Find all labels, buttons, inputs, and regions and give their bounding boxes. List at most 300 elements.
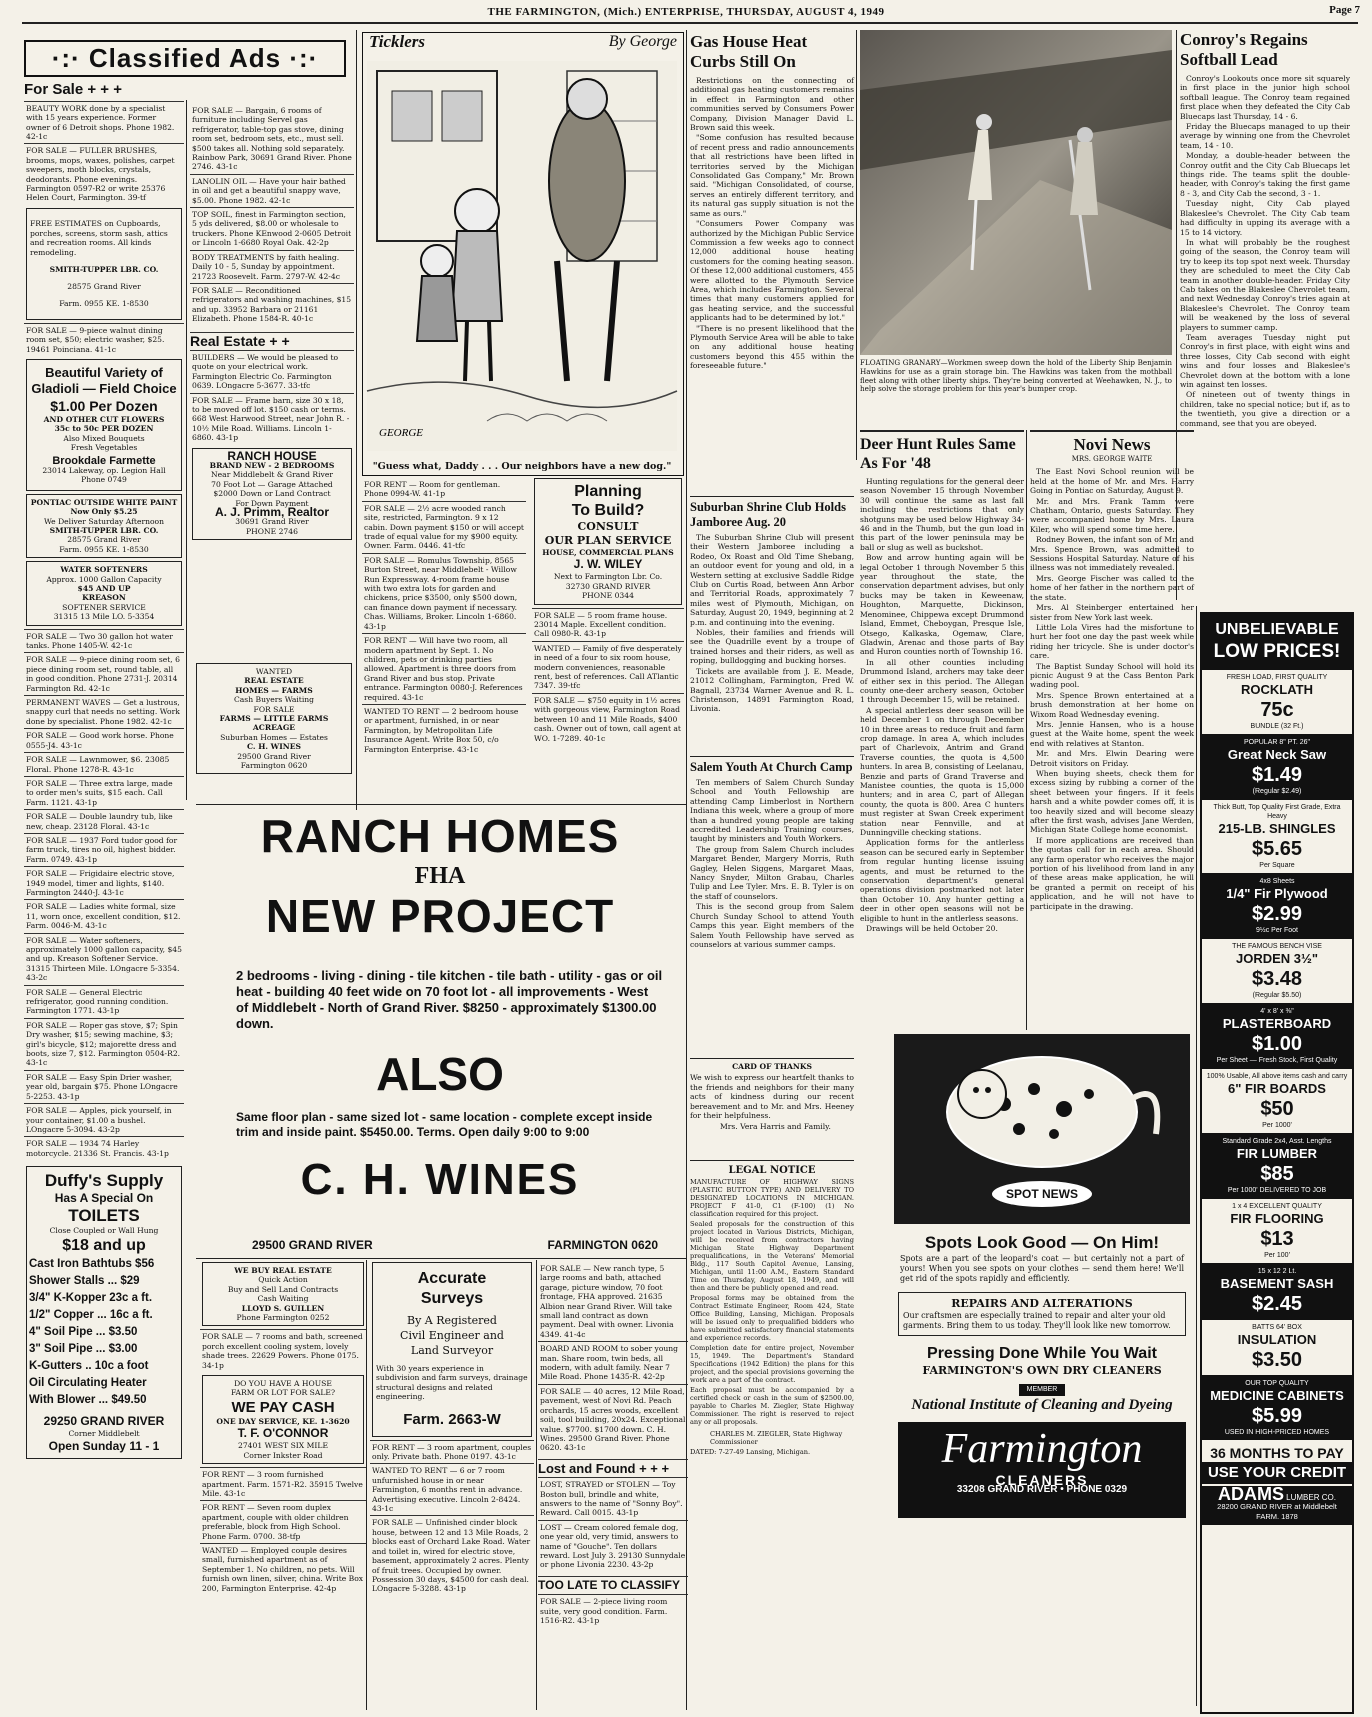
surveys-l6: With 30 years experience in subdivision and farm surveys, drainage structural designs and related engineering. xyxy=(376,1364,528,1402)
pontiac-paint-ad xyxy=(26,494,182,558)
lost-found-heading: Lost and Found + + + xyxy=(538,1459,688,1473)
ranch-l2: BRAND NEW - 2 BEDROOMS xyxy=(209,461,335,470)
planning-l8: 32730 GRAND RIVER xyxy=(565,581,651,591)
wre-l5: FOR SALE xyxy=(253,704,295,714)
classified-ad: FOR SALE — FULLER BRUSHES, brooms, mops, waxes, polishes, carpet sweepers, moth blocks, crystals, deodorants. Phone evenings. Farmington 0597-R2 or write 25376 Helen Court, Farmington. 39-tf xyxy=(24,143,184,204)
conroy-p: Monday, a double-header between the Conroy outfit and the City Cab Bluecaps let things ride. The teams split the double-header, with Conroy's taking the first game 8 - 3, and City Cab the second, 3 - 1. xyxy=(1180,151,1350,198)
classified-ad: FOR SALE — $750 equity in 1½ acres with gorgeous view, Farmington Road between 10 and 11 Mile Roads, $400 cash. Owner out of town, call agent at WO. 1-7289. 40-1c xyxy=(532,693,684,745)
deer-p: In all other counties including Drummond Island, archers may take deer of either sex in this period. The Allegan county one-deer archery season, October 1 through December 15, will be retained. xyxy=(860,657,1024,705)
we-pay-cash-ad xyxy=(202,1375,364,1464)
wre-l11: Farmington 0620 xyxy=(240,761,308,771)
ranch-homes-also: ALSO xyxy=(376,1048,504,1100)
ranch-house-ad xyxy=(192,448,352,541)
floating-granary-photo-block xyxy=(860,30,1172,420)
adams-item-price: $50 xyxy=(1260,1098,1294,1120)
adams-item-unit: (Regular $5.50) xyxy=(1252,992,1302,999)
classified-ad: FOR SALE — 2-piece living room suite, very good condition. Farm. 1516-R2. 43-1p xyxy=(538,1594,688,1627)
surveys-l5: Land Surveyor xyxy=(410,1344,494,1357)
ticklers-byline: By George xyxy=(608,33,677,50)
duffy-item: 3/4" K-Kopper 23c a ft. xyxy=(29,1291,153,1304)
adams-item xyxy=(1202,1068,1352,1133)
legal-p: Each proposal must be accompanied by a certified check or cash in the sum of $2500.00, payable to Charles M. Ziegler, State Highway Commissioner. The right is reserved to reject any or all proposals. xyxy=(690,1386,854,1426)
farmington-cleaners-ad xyxy=(894,1034,1190,1710)
duffy-supply-ad xyxy=(26,1166,182,1459)
planning-l9: PHONE 0344 xyxy=(582,591,634,601)
novi-p: Mrs. Spence Brown entertained at a brush demonstration at her home on Wixom Road Wednesday evening. xyxy=(1030,690,1194,719)
wre-l1: WANTED xyxy=(255,667,293,676)
adams-footer xyxy=(1202,1486,1352,1525)
duffy-l1: Duffy's Supply xyxy=(44,1171,164,1191)
adams-item-name: 6" FIR BOARDS xyxy=(1228,1081,1326,1096)
planning-l7: Next to Farmington Lbr. Co. xyxy=(553,572,663,582)
cash-l7: Corner Inkster Road xyxy=(243,1450,323,1460)
deer-p: Bow and arrow hunting again will be legal October 1 through November 5 this year throughout the state, the conservation department advises, but only bucks may be taken in Keweenaw, Houghton, Marquette, Dickinson, Menominee, Chippewa except Drummond Island, Emmet, Cheboygan, Presque Isle, Otsego, Kalkaska, Ogemaw, Clare, Gladwin, Arenac and those parts of Bay and Huron counties north of Township 16. xyxy=(860,553,1025,657)
legal-title: LEGAL NOTICE xyxy=(728,1165,816,1176)
classified-ad: FOR RENT — Seven room duplex apartment, couple with older children preferable, block from High School. Phone Farm. 0700. 38-tfp xyxy=(200,1500,366,1543)
classified-ad: FOR SALE — 7 rooms and bath, screened porch excellent cooling system, lovely shade trees. 22629 Powers. Phone 0175. 34-1p xyxy=(200,1329,366,1372)
planning-l4: OUR PLAN SERVICE xyxy=(544,534,672,547)
cleaners-addr: 33208 GRAND RIVER • PHONE 0329 xyxy=(956,1484,1128,1496)
pontiac-l5: Farm. 0955 KE. 1-8530 xyxy=(59,544,149,554)
adams-item-sub: OUR TOP QUALITY xyxy=(1245,1380,1309,1387)
adams-header xyxy=(1202,614,1352,669)
adams-lumber-ad xyxy=(1200,612,1354,1714)
classified-title-text: Classified Ads xyxy=(88,43,282,73)
classified-list-1b xyxy=(24,629,184,1161)
adams-item xyxy=(1202,1198,1352,1263)
ranch-homes-desc2: Same floor plan - same sized lot - same location - complete except inside trim and inside paint. $5450.00. Terms. Open daily 9:00 to 9:00 xyxy=(236,1110,653,1139)
gladioli-l10: Phone 0749 xyxy=(81,475,127,485)
real-estate-heading: Real Estate + + xyxy=(190,332,354,346)
duffy-item: Cast Iron Bathtubs $56 xyxy=(29,1257,155,1270)
shrine-p: Tickets are available from J. E. Meade, 21012 Collingham, Farmington, Fred W. Bagnall, 23734 Warner Avenue and R. L. Christenson, 14891 Farmington Road, Livonia. xyxy=(690,666,854,714)
free-est-firm: SMITH-TUPPER LBR. CO. xyxy=(49,264,159,274)
duffy-item: With Blower ... $49.50 xyxy=(29,1393,147,1406)
gladioli-l4: AND OTHER CUT FLOWERS xyxy=(43,414,165,424)
novi-article xyxy=(1030,430,1194,1035)
leopard-illustration xyxy=(894,1034,1190,1224)
spot-news-emblem: SPOT NEWS xyxy=(1005,1187,1079,1201)
cash-l5: T. F. O'CONNOR xyxy=(237,1426,329,1441)
classified-col-4 xyxy=(532,478,684,808)
cash-l2: FARM OR LOT FOR SALE? xyxy=(230,1388,336,1398)
deer-p: Hunting regulations for the general deer season November 15 through November 30 will continue the same as last fall including the restrictions that only shotguns may be used below Highway 34-46 and in the Thumb, but the gun load in this part of the lower peninsula may be ball or slug as well as buckshot. xyxy=(860,477,1024,552)
adams-item-unit: (Regular $2.49) xyxy=(1252,788,1302,795)
photo-caption: FLOATING GRANARY—Workmen sweep down the hold of the Liberty Ship Benjamin Hawkins for use as a grain storage bin. The Hawkins was taken from the mothball fleet along with other liberty ships. They're being converted at Weehawken, N. J., to help solve the storage problem for this year's bumper crop. xyxy=(860,358,1172,394)
classified-ad: BODY TREATMENTS by faith healing. Daily 10 - 5, Sunday by appointment. 21723 Roosevelt. Farm. 2797-W. 42-4c xyxy=(190,250,354,283)
wre-l7: ACREAGE xyxy=(252,723,296,733)
novi-headline: Novi News xyxy=(1073,435,1151,454)
adams-item xyxy=(1202,1319,1352,1375)
adams-head1: UNBELIEVABLE xyxy=(1215,621,1339,638)
free-est-addr: 28575 Grand River xyxy=(67,281,141,291)
planning-l6: J. W. WILEY xyxy=(573,557,643,572)
free-est-title: FREE ESTIMATES on Cupboards, porches, screens, storm sash, attics and recreation rooms. All kinds remodeling. xyxy=(30,219,168,257)
classified-ad: WANTED — Family of five desperately in need of a four to six room house, modern conveniences, reasonable rent, best of references. Call ATlantic 7347. 39-tfc xyxy=(532,641,684,693)
softeners-l5: SOFTENER SERVICE xyxy=(62,602,146,612)
conroy-p: Of nineteen out of twenty things in children, take no special notice; but if, as to the twentieth, you give a direction or a command, see that you are obeyed. xyxy=(1180,390,1350,428)
adams-item xyxy=(1202,734,1352,799)
adams-head2: LOW PRICES! xyxy=(1213,641,1341,662)
softeners-l3: $45 AND UP xyxy=(77,584,131,593)
cash-l4: ONE DAY SERVICE, KE. 1-3620 xyxy=(216,1416,350,1426)
classified-ad: FOR SALE — Frigidaire electric stove, 1949 model, timer and lights, $140. Farmington 2440-J. 43-1c xyxy=(24,866,184,899)
classified-ad: FOR SALE — Three extra large, made to order men's suits, $15 each. Call Farm. 1121. 43-1p xyxy=(24,776,184,809)
duffy-addr: 29250 GRAND RIVER xyxy=(43,1413,165,1428)
adams-item-price: $2.45 xyxy=(1251,1293,1303,1315)
softeners-l1: WATER SOFTENERS xyxy=(60,565,148,575)
adams-item-price: $5.99 xyxy=(1251,1405,1303,1427)
gas-p: "Consumers Power Company was authorized by the Michigan Public Service Commission a few weeks ago to connect 12,000 additional house heating customers for the coming heating season. Of these 12,000 additional customers, 455 were allotted to the Plymouth Service Area, which includes Farmington. Several times that many customers applied for gas heating service, and the successful applicants had to be determined by lot." xyxy=(690,219,854,323)
card-of-thanks xyxy=(690,1058,854,1162)
masthead-rule xyxy=(22,22,1358,24)
ticklers-title: Ticklers xyxy=(369,32,426,51)
wre-l10: 29500 Grand River xyxy=(237,751,311,761)
classified-ad: FOR SALE — 1934 74 Harley motorcycle. 21336 St. Francis. 43-1p xyxy=(24,1136,184,1160)
legal-p: Completion date for entire project, November 15, 1949. The Department's Standard Specifications (1942 Edition) the plans for this project, and the special provisions governing the work are a part of the contract. xyxy=(690,1344,854,1384)
adams-lumber: LUMBER CO. xyxy=(1286,1493,1336,1502)
cartoon-caption: "Guess what, Daddy . . . Our neighbors have a new dog." xyxy=(372,460,672,472)
adams-item-unit: USED IN HIGH-PRICED HOMES xyxy=(1224,1429,1330,1436)
adams-item-price: $85 xyxy=(1260,1163,1294,1185)
gladioli-l3: $1.00 Per Dozen xyxy=(50,397,158,414)
novi-p: When buying sheets, check them for excess sizing by rubbing a corner of the sheet between your fingers. If it feels harsh and a white powder comes off, it is too heavily sized and will become sleazy after the first wash, advises Jane Werden, Michigan State College home economist. xyxy=(1030,769,1194,835)
classified-ad: LOST — Cream colored female dog, one year old, very timid, answers to name of "Gouche". Ten dollars reward. Lost July 3. 29130 Sunnydale or phone Livonia 2230. 43-2p xyxy=(538,1520,688,1572)
gas-p: "Some confusion has resulted because of recent press and radio announcements that all restrictions have been lifted in territories served by the Michigan Consolidated Gas Company," Mr. Brown said. "Michigan Consolidated, of course, serves an entirely different territory, and its natural gas supply situation is not the same as ours." xyxy=(690,133,854,218)
member-tag: MEMBER xyxy=(1019,1384,1066,1395)
masthead xyxy=(0,0,1372,22)
too-late-heading: TOO LATE TO CLASSIFY xyxy=(538,1576,688,1590)
ranch-homes-title: RANCH HOMES xyxy=(260,810,620,862)
webuy-l5: LLOYD S. GUILLEN xyxy=(241,1303,325,1313)
ticklers-cartoon xyxy=(362,32,684,476)
legal-notice xyxy=(690,1160,854,1716)
adams-item-unit: Per Sheet — Fresh Stock, First Quality xyxy=(1216,1057,1338,1064)
gas-p: "There is no present likelihood that the Plymouth Service Area will be able to take on any additional house heating customers beyond this 455 within the foreseeable future." xyxy=(690,323,855,371)
cartoon-drawing xyxy=(367,61,677,451)
classified-ad: FOR RENT — Will have two room, all modern apartment by Sept. 1. No children, pets or drinking parties allowed. Apartment is three doors from Grand River and bus stop. Private entrance. Farmington 0080-J. References required. 43-1c xyxy=(362,633,526,704)
free-est-phone: Farm. 0955 KE. 1-8530 xyxy=(59,298,149,308)
gladioli-l7: Fresh Vegetables xyxy=(70,443,138,453)
conroy-headline: Conroy's Regains Softball Lead xyxy=(1180,30,1308,69)
cleaners-logo xyxy=(898,1422,1186,1518)
adams-item-sub: Standard Grade 2x4, Asst. Lengths xyxy=(1222,1138,1332,1145)
softeners-l2: Approx. 1000 Gallon Capacity xyxy=(46,574,162,584)
free-estimates-ad xyxy=(26,208,182,320)
adams-item-name: INSULATION xyxy=(1237,1332,1317,1347)
novi-p: Little Lola Vires had the misfortune to hurt her foot one day the past week while riding her tricycle. She is under doctor's care. xyxy=(1030,622,1194,661)
we-buy-ad xyxy=(202,1262,364,1326)
duffy-l5: $18 and up xyxy=(62,1236,146,1254)
cash-l3: WE PAY CASH xyxy=(231,1398,335,1416)
legal-dated: DATED: 7-27-49 Lansing, Michigan. xyxy=(690,1448,811,1456)
adams-name: ADAMS xyxy=(1218,1484,1285,1504)
novi-p: Mrs. George Fischer was called to the home of her father in the northern part of the state. xyxy=(1030,573,1194,602)
bottom-col-4 xyxy=(538,1262,688,1712)
wre-l2: REAL ESTATE xyxy=(244,676,304,686)
duffy-open: Open Sunday 11 - 1 xyxy=(48,1438,160,1453)
deer-p: Drawings will be held October 20. xyxy=(866,924,998,934)
ranch-homes-desc: 2 bedrooms - living - dining - tile kitchen - tile bath - utility - gas or oil heat - building 40 feet wide on 70 foot lot - all improvements - West of Middlebelt - North of Grand River. $8250 - approximately $1300.00 down. xyxy=(236,968,663,1031)
adams-item xyxy=(1202,799,1352,873)
surveys-ad xyxy=(372,1262,532,1437)
adams-item xyxy=(1202,1375,1352,1440)
masthead-title: THE FARMINGTON, (Mich.) ENTERPRISE, THURSDAY, AUGUST 4, 1949 xyxy=(487,6,885,18)
ranch-homes-addr: 29500 GRAND RIVER xyxy=(252,1237,373,1252)
duffy-l2: Has A Special On xyxy=(54,1191,154,1206)
adams-item xyxy=(1202,1133,1352,1198)
cleaners-word: CLEANERS xyxy=(995,1471,1089,1488)
softeners-l6: 31315 13 Mile LO. 5-3354 xyxy=(53,612,155,622)
gas-headline: Gas House Heat Curbs Still On xyxy=(690,32,808,71)
adams-item xyxy=(1202,938,1352,1003)
classified-ad: FOR RENT — 3 room furnished apartment. Farm. 1571-R2. 35915 Twelve Mile. 43-1c xyxy=(200,1467,366,1500)
deer-p: A special antlerless deer season will be held December 1 on through December 10 in three areas to reduce fruit and farm crop damage. In area A, which includes part of Charlevoix, Antrim and Grand Traverse counties, the quota is 4,500 hunters. In area B, consisting of Leelanau, Benzie and parts of Grand Traverse and Manistee counties, the quota is 15,000 hunters; and in area C, part of Allegan county, the quota is 800. Area C hunters must register at Swan Creek experiment station near Fennville, and at Dunningville checking stations. xyxy=(860,705,1024,838)
own-cleaners-line: FARMINGTON'S OWN DRY CLEANERS xyxy=(922,1364,1162,1378)
repairs-body: Our craftsmen are especially trained to repair and alter your old garments. Bring them to us today. They'll look like new tomorrow. xyxy=(903,1311,1171,1331)
webuy-l2: Quick Action xyxy=(258,1275,308,1285)
classified-ad: FOR SALE — Romulus Township, 8565 Burton Street, near Middlebelt - Willow Run Expressway. 4-room frame house with two extra lots for garden and chickens, price $3500, only $500 down, can finance down payment if necessary. Chas. Williams, Broker. Lincoln 1-6860. 43-1p xyxy=(362,553,526,633)
adams-item-name: 1/4" Fir Plywood xyxy=(1226,886,1328,901)
legal-p: Sealed proposals for the construction of this project located in Various Districts, Michigan, will be received from contractors having Michigan State Highway Department prequalifications, in the Veterans' Memorial Bldg., 117 South Capitol Avenue, Lansing, Michigan, until 11:00 A.M., Eastern Standard Time on Thursday, August 18, 1949, and will then and there be publicly opened and read. xyxy=(690,1220,854,1292)
pontiac-l4: 28575 Grand River xyxy=(67,535,141,545)
adams-months: 36 MONTHS TO PAY xyxy=(1210,1445,1344,1461)
softeners-l4: KREASON xyxy=(82,593,126,603)
adams-item-price: $5.65 xyxy=(1251,838,1303,860)
classified-ad: LANOLIN OIL — Have your hair bathed in oil and get a beautiful snappy wave, $5.00. Phone 1982. 42-1c xyxy=(190,174,354,207)
for-sale-heading: For Sale + + + xyxy=(24,81,122,99)
duffy-l4: Close Coupled or Wall Hung xyxy=(49,1226,159,1236)
adams-item-name: FIR LUMBER xyxy=(1236,1146,1318,1161)
institute-block xyxy=(894,1384,1190,1413)
wre-l4: Cash Buyers Waiting xyxy=(233,695,315,705)
adams-item-sub: BATTS 64' BOX xyxy=(1252,1324,1302,1331)
classified-ad: TOP SOIL, finest in Farmington section, 5 yds delivered, $8.00 or wholesale to truckers. Phone KEnwood 2-0605 Detroit or Lincoln 1-6680 Royal Oak. 42-2p xyxy=(190,207,354,250)
classified-ad: FOR RENT — 3 room apartment, couples only. Private bath. Phone 0197. 43-1c xyxy=(370,1440,534,1464)
cleaners-brand: Farmington xyxy=(941,1425,1143,1472)
thanks-body: We wish to express our heartfelt thanks to the friends and neighbors for their many acts of kindness during our recent bereavement and to Mr. and Mrs. Heeney for their helpfulness. xyxy=(690,1073,854,1121)
adams-item-price: $1.49 xyxy=(1251,764,1303,786)
classified-ad: FOR SALE — Easy Spin Drier washer, year old, bargain $75. Phone LOngacre 5-2253. 43-1p xyxy=(24,1070,184,1103)
adams-item-price: $2.99 xyxy=(1251,903,1303,925)
wre-l8: Suburban Homes — Estates xyxy=(220,732,328,742)
adams-item-price: $3.48 xyxy=(1251,968,1303,990)
gas-p: Restrictions on the connecting of additional gas heating customers remains in effect in Farmington and other communities served by Consumers Power Company, Division Manager David L. Brown said this week. xyxy=(690,76,854,133)
bottom-col-3 xyxy=(370,1262,534,1712)
ranch-homes-wines: C. H. WINES xyxy=(300,1155,580,1204)
thanks-sign: Mrs. Vera Harris and Family. xyxy=(720,1122,831,1132)
classified-ad: WANTED — Employed couple desires small, furnished apartment as of September 1. No children, no pets. Will furnish own linen, silver, china. Write Box 200, Farmington Enterprise. 42-4p xyxy=(200,1543,366,1595)
duffy-item: Oil Circulating Heater xyxy=(29,1376,147,1389)
classified-ad: FOR SALE — General Electric refrigerator, good running condition. Farmington 1771. 43-1p xyxy=(24,985,184,1018)
adams-item-name: 215-LB. SHINGLES xyxy=(1218,821,1336,836)
water-softeners-ad xyxy=(26,561,182,625)
classified-ad: FOR SALE — Bargain, 6 rooms of furniture including Servel gas refrigerator, table-top gas stove, dining room set, bedroom sets, etc., must sell. $500 takes all. Nothing sold separately. Rainbow Park, 30691 Grand River. Phone 2746. 43-1c xyxy=(192,106,352,172)
ranch-l5: $2000 Down or Land Contract xyxy=(213,489,331,499)
granary-photo xyxy=(860,30,1172,355)
gladioli-l2: Gladioli — Field Choice xyxy=(31,380,177,396)
salem-p: The group from Salem Church includes Margaret Bender, Margery Morris, Ruth Gagley, Helen Siggens, Margaret Maas, Nancy Snyder, Milton Grabau, Charles Tulip and Lee Tyler. Mrs. E. B. Tyler is on the staff of counselors. xyxy=(690,844,854,901)
spot-body: Spots are a part of the leopard's coat — but certainly not a part of yours! When you see spots on your clothes — send them here! We'll get rid of the spots rapidly and efficiently. xyxy=(900,1254,1184,1284)
adams-item-sub: Thick Butt, Top Quality First Grade, Extra Heavy xyxy=(1213,804,1341,820)
novi-p: If more applications are received than the quotas call for in each area. Should any farm operator who receives the major portion of his livelihood from land in any of these areas make application, he will be granted a permit on receipt of his application, and he will not have to participate in the drawing. xyxy=(1030,835,1194,911)
adams-item-name: PLASTERBOARD xyxy=(1222,1016,1332,1031)
novi-p: Mr. and Mrs. Elwin Dearing were Detroit visitors on Friday. xyxy=(1030,749,1194,768)
conroy-p: Team averages Tuesday night put Conroy's in first place, with eight wins and three losses, City Cab second with eight wins and four losses and Blakeslee's Chevrolet down at the bottom with a lone win against ten losses. xyxy=(1180,332,1350,389)
adams-item xyxy=(1202,1003,1352,1068)
novi-p: Mr. and Mrs. Frank Tamm were Chatham, Ontario, guests Saturday. They were accompanied home by Mrs. Laura Kiler, who will spend some time here. xyxy=(1030,496,1194,534)
gladioli-l6: Also Mixed Bouquets xyxy=(63,433,145,443)
classified-ad: FOR SALE — Ladies white formal, size 11, worn once, excellent condition, $12. Farm. 0046-M. 43-1c xyxy=(24,899,184,932)
wanted-real-estate-wrap xyxy=(194,660,354,800)
duffy-corner: Corner Middlebelt xyxy=(68,1428,140,1438)
adams-item-list xyxy=(1202,669,1352,1440)
classified-ad: BEAUTY WORK done by a specialist with 15 years experience. Former owner of 6 Detroit shops. Phone 1982. 42-1c xyxy=(24,101,184,144)
classified-ad: FOR SALE — 5 room frame house. 23014 Maple. Excellent condition. Call 0980-R. 43-1p xyxy=(532,608,684,641)
pontiac-l3: SMITH-TUPPER LBR. CO. xyxy=(49,525,159,535)
adams-addr: 28200 GRAND RIVER at Middlebelt xyxy=(1217,1502,1337,1512)
adams-item-sub: FRESH LOAD, FIRST QUALITY xyxy=(1226,674,1328,681)
shrine-p: The Suburban Shrine Club will present their Western Jamboree including a Rodeo, Ox Roast and Old Time Shebang, an outdoor event for young and old, in a Western setting at exclusive Saddle Ridge Club on Curtis Road, between Ann Arbor and Territorial Roads, approximately 7 miles west of Plymouth, Michigan, on Saturday, August 20, 1949, beginning at 2 p.m. and continuing into the evening. xyxy=(690,533,854,627)
classified-ad: FOR SALE — Roper gas stove, $7; Spin Dry washer, $15; sewing machine, $3; girl's bicycle, $12; majorette dress and boots, size 7, $12. Farmington 0504-R2. 43-1c xyxy=(24,1018,184,1070)
gladioli-l5: 35c to 50c PER DOZEN xyxy=(54,424,154,434)
gladioli-l9: 23014 Lakeway, op. Legion Hall xyxy=(42,465,166,475)
bottom-col-2 xyxy=(200,1262,366,1712)
classified-ad: FOR SALE — Apples, pick yourself, in your container, $1.00 a bushel. LOngacre 5-3094. 43-2p xyxy=(24,1103,184,1136)
ranch-l9: PHONE 2746 xyxy=(246,526,298,536)
planning-l2: To Build? xyxy=(571,502,645,519)
deer-headline: Deer Hunt Rules Same As For '48 xyxy=(860,436,1016,472)
adams-item-sub: 100% Usable, All above items cash and carry xyxy=(1206,1073,1348,1080)
classified-title: ·:· Classified Ads ·:· xyxy=(24,40,346,77)
adams-item-unit: 9½c Per Foot xyxy=(1255,927,1299,934)
planning-l1: Planning xyxy=(574,483,642,500)
classified-ad: FOR SALE — Good work horse. Phone 0555-J4. 43-1c xyxy=(24,728,184,752)
webuy-l6: Phone Farmington 0252 xyxy=(236,1313,330,1323)
adams-credit: USE YOUR CREDIT xyxy=(1202,1462,1352,1484)
ranch-homes-phone: FARMINGTON 0620 xyxy=(547,1237,658,1252)
classified-ad: FOR SALE — 2½ acre wooded ranch site, restricted, Farmington. 9 x 12 cabin. Down payment $150 or will accept trade of equal value for my $900 equity. Owner. Farm. 0446. 41-tfc xyxy=(362,501,526,553)
pressing-line: Pressing Done While You Wait xyxy=(927,1345,1157,1363)
ranch-l8: 30691 Grand River xyxy=(235,517,309,527)
surveys-l4: Civil Engineer and xyxy=(400,1329,504,1342)
classified-ad: WANTED TO RENT — 2 bedroom house or apartment, furnished, in or near Farmington, by Metropolitan Life Insurance Agent. Write Box 50, c/o Farmington Enterprise. 43-1c xyxy=(362,704,526,756)
surveys-l2: Surveys xyxy=(420,1290,484,1307)
legal-p: Proposal forms may be obtained from the Contract Estimate Engineer, Room 424, State Office Building, Lansing, Michigan. Proposals will be issued only to prequalified bidders who have submitted satisfactory financial statements and experience records. xyxy=(690,1294,854,1342)
duffy-item: 1/2" Copper ... 16c a ft. xyxy=(29,1308,153,1321)
shrine-headline: Suburban Shrine Club Holds Jamboree Aug. 20 xyxy=(690,500,846,529)
salem-headline: Salem Youth At Church Camp xyxy=(690,760,853,774)
classified-ad: BOARD AND ROOM to sober young man. Share room, twin beds, all modern, with adult family. Near 7 Mile Road. Phone 1435-R. 42-2p xyxy=(538,1341,688,1384)
ranch-l7: A. J. Primm, Realtor xyxy=(214,505,330,520)
planning-ad xyxy=(534,478,682,605)
adams-item-sub: 15 x 12 2 Lt. xyxy=(1257,1268,1297,1275)
adams-item-name: FIR FLOORING xyxy=(1230,1211,1324,1226)
surveys-l3: By A Registered xyxy=(407,1314,497,1327)
thanks-title: CARD OF THANKS xyxy=(732,1062,812,1071)
webuy-l1: WE BUY REAL ESTATE xyxy=(234,1266,332,1275)
legal-sign: CHARLES M. ZIEGLER, State Highway Commissioner xyxy=(710,1430,843,1446)
page-number: Page 7 xyxy=(1329,4,1360,16)
classified-ad: FOR SALE — 40 acres, 12 Mile Road, pavement, west of Novi Rd. Peach orchards, 15 acres woods, excellent soil, tool building, 20x24. Exceptional value. $7700. $1700 down. C. H. Wines. 29500 Grand River. Phone 0620. 43-1c xyxy=(538,1384,688,1455)
adams-item-name: MEDICINE CABINETS xyxy=(1210,1388,1344,1403)
wre-l3: HOMES — FARMS xyxy=(235,685,313,695)
classified-ad: FOR SALE — 9-piece walnut dining room set, $50; electric washer, $25. 19461 Poinciana. 41-1c xyxy=(24,323,184,356)
surveys-l1: Accurate xyxy=(417,1270,487,1287)
classified-ad: LOST, STRAYED or STOLEN — Toy Boston bull, brindle and white, answers to the name of "Sonny Boy". Reward. Call 0015. 43-1p xyxy=(538,1477,688,1520)
adams-item-sub: 1 x 4 EXCELLENT QUALITY xyxy=(1232,1203,1322,1210)
adams-item xyxy=(1202,873,1352,938)
classified-ad: PERMANENT WAVES — Get a lustrous, snappy curl that needs no setting. Work done by specialist. Phone 1982. 42-1c xyxy=(24,695,184,728)
novi-p: Mrs. Jennie Hansen, who is a house guest at the Waite home, spent the week end with relatives at Stanton. xyxy=(1030,719,1194,748)
ranch-l1: RANCH HOUSE xyxy=(227,448,317,463)
adams-item xyxy=(1202,669,1352,734)
classified-ad: FOR SALE — Lawnmower, $6. 23085 Floral. Phone 1278-R. 43-1c xyxy=(24,752,184,776)
adams-item-unit: BUNDLE (32 Ft.) xyxy=(1250,723,1304,730)
adams-phone: FARM. 1878 xyxy=(1256,1511,1298,1521)
classified-ad: FOR SALE — Water softeners, approximately 1000 gallon capacity, $45 and up. Kreason Softener Service. 31315 Thirteen Mile. LOngacre 5-3354. 43-2c xyxy=(24,933,184,985)
wre-l6: FARMS — LITTLE FARMS xyxy=(219,714,329,724)
deer-p: Application forms for the antlerless season can be secured early in September from regular hunting license issuing agents, and must be returned to the conservation department's general operations division postmarked not later than October 10. Any hunter getting a deer in other open seasons will not be eligible to hunt in the antlerless seasons. xyxy=(860,838,1024,923)
classified-ad: WANTED TO RENT — 6 or 7 room unfurnished house in or near Farmington, 6 months rent in advance. Advertising executive. Lincoln 2-8424. 43-1c xyxy=(370,1463,534,1515)
duffy-item-list xyxy=(29,1256,179,1409)
novi-p: Rodney Bowen, the infant son of Mr. and Mrs. Spence Brown, was admitted to Sessions Hospital Saturday. Nature of his illness was not immediately revealed. xyxy=(1030,535,1194,573)
duffy-item: K-Gutters .. 10c a foot xyxy=(29,1359,149,1372)
ranch-homes-ad xyxy=(196,804,684,1264)
conroy-article xyxy=(1180,30,1350,600)
novi-p: The East Novi School reunion will be held at the home of Mr. and Mrs. Harry Going in Pontiac on Saturday, August 9. xyxy=(1030,467,1194,496)
novi-p: Mrs. Al Steinberger entertained her sister from New York last week. xyxy=(1030,603,1194,622)
adams-item-sub: POPULAR 8" PT. 26" xyxy=(1243,739,1311,746)
adams-item-unit: Per 1000' xyxy=(1262,1122,1292,1129)
novi-p: The Baptist Sunday School will hold its picnic August 9 at the Cass Benton Park wading pool. xyxy=(1030,661,1194,690)
adams-item-price: $3.50 xyxy=(1251,1349,1303,1371)
classified-ad: FOR SALE — 9-piece dining room set, 6 piece dining room set, round table, all in good condition. Phone 2731-J. 20314 Farmington Rd. 42-1c xyxy=(24,652,184,695)
adams-item-unit: Per 1000' DELIVERED TO JOB xyxy=(1227,1187,1327,1194)
classified-ad: FOR SALE — New ranch type, 5 large rooms and bath, attached garage, picture window, 70 foot frontage, FHA approved. 21635 Albion near Grand River. Will take small land contract as down payment. Deal with owner. Livonia 4349. 41-4c xyxy=(540,1264,674,1339)
classified-ad: FOR SALE — 1937 Ford tudor good for farm truck, tires no oil, highest bidder. Farm. 0749. 43-1p xyxy=(24,833,184,866)
ranch-l4: 70 Foot Lot — Garage Attached xyxy=(211,479,333,489)
wre-l9: C. H. WINES xyxy=(247,742,301,752)
gas-article xyxy=(690,32,854,512)
wanted-real-estate-ad xyxy=(196,663,352,774)
pontiac-l1: PONTIAC OUTSIDE WHITE PAINT Now Only $5.25 xyxy=(30,497,178,517)
adams-item-name: ROCKLATH xyxy=(1241,682,1313,697)
adams-item-sub: 4x8 Sheets xyxy=(1259,878,1295,885)
ranch-l3: Near Middlebelt & Grand River xyxy=(211,470,333,480)
conroy-p: Friday the Bluecaps managed to up their average by winning one from the Chevrolet team, 14 - 10. xyxy=(1180,122,1350,150)
classified-ad: FOR SALE — Unfinished cinder block house, between 12 and 13 Mile Roads, 2 blocks east of Orchard Lake Road. Water and toilet in, wired for electric stove, basement, approximately 2 acres. Plenty of fruit trees. Occupied by owner. Possession 30 days, $4500 for cash deal. LOngacre 5-3288. 43-1p xyxy=(370,1515,534,1595)
shrine-article xyxy=(690,496,854,745)
adams-item-sub: THE FAMOUS BENCH VISE xyxy=(1232,943,1322,950)
classified-ad: FOR SALE — Two 30 gallon hot water tanks. Phone 1405-W. 42-1c xyxy=(24,629,184,653)
pontiac-l2: We Deliver Saturday Afternoon xyxy=(43,516,165,526)
cash-l1: DO YOU HAVE A HOUSE xyxy=(234,1379,332,1389)
webuy-l4: Cash Waiting xyxy=(257,1294,309,1304)
adams-item-name: Great Neck Saw xyxy=(1227,747,1327,762)
adams-item-unit: Per 100' xyxy=(1264,1252,1290,1259)
legal-p: MANUFACTURE OF HIGHWAY SIGNS (PLASTIC BUTTON TYPE) AND DELIVERY TO DESIGNATED LOCATIONS IN MICHIGAN. PROJECT F 41-0, C1 (F-100) (1) No classification required for this project. xyxy=(690,1178,854,1218)
gladioli-ad xyxy=(26,359,182,491)
classified-ad: BUILDERS — We would be pleased to quote on your electrical work. Farmington Electric Co. Farmington 0639. LOngacre 5-3677. 33-tfc xyxy=(190,350,354,393)
salem-p: This is the second group from Salem Church Sunday School to attend Youth Camps this year. Eight members of the Salem Youth Fellowship have served as counselors at various summer camps. xyxy=(690,902,854,949)
classified-ad: FOR SALE — Reconditioned refrigerators and washing machines, $15 and up. 33952 Barbara or 21161 Elizabeth. Phone 1584-R. 40-1c xyxy=(190,283,354,326)
institute-name: National Institute of Cleaning and Dyeing xyxy=(911,1396,1173,1413)
deer-article xyxy=(860,430,1024,1035)
adams-item-unit: Per Square xyxy=(1259,862,1295,869)
duffy-item: 4" Soil Pipe ... $3.50 xyxy=(29,1325,138,1338)
spot-title: Spots Look Good — On Him! xyxy=(924,1233,1160,1253)
